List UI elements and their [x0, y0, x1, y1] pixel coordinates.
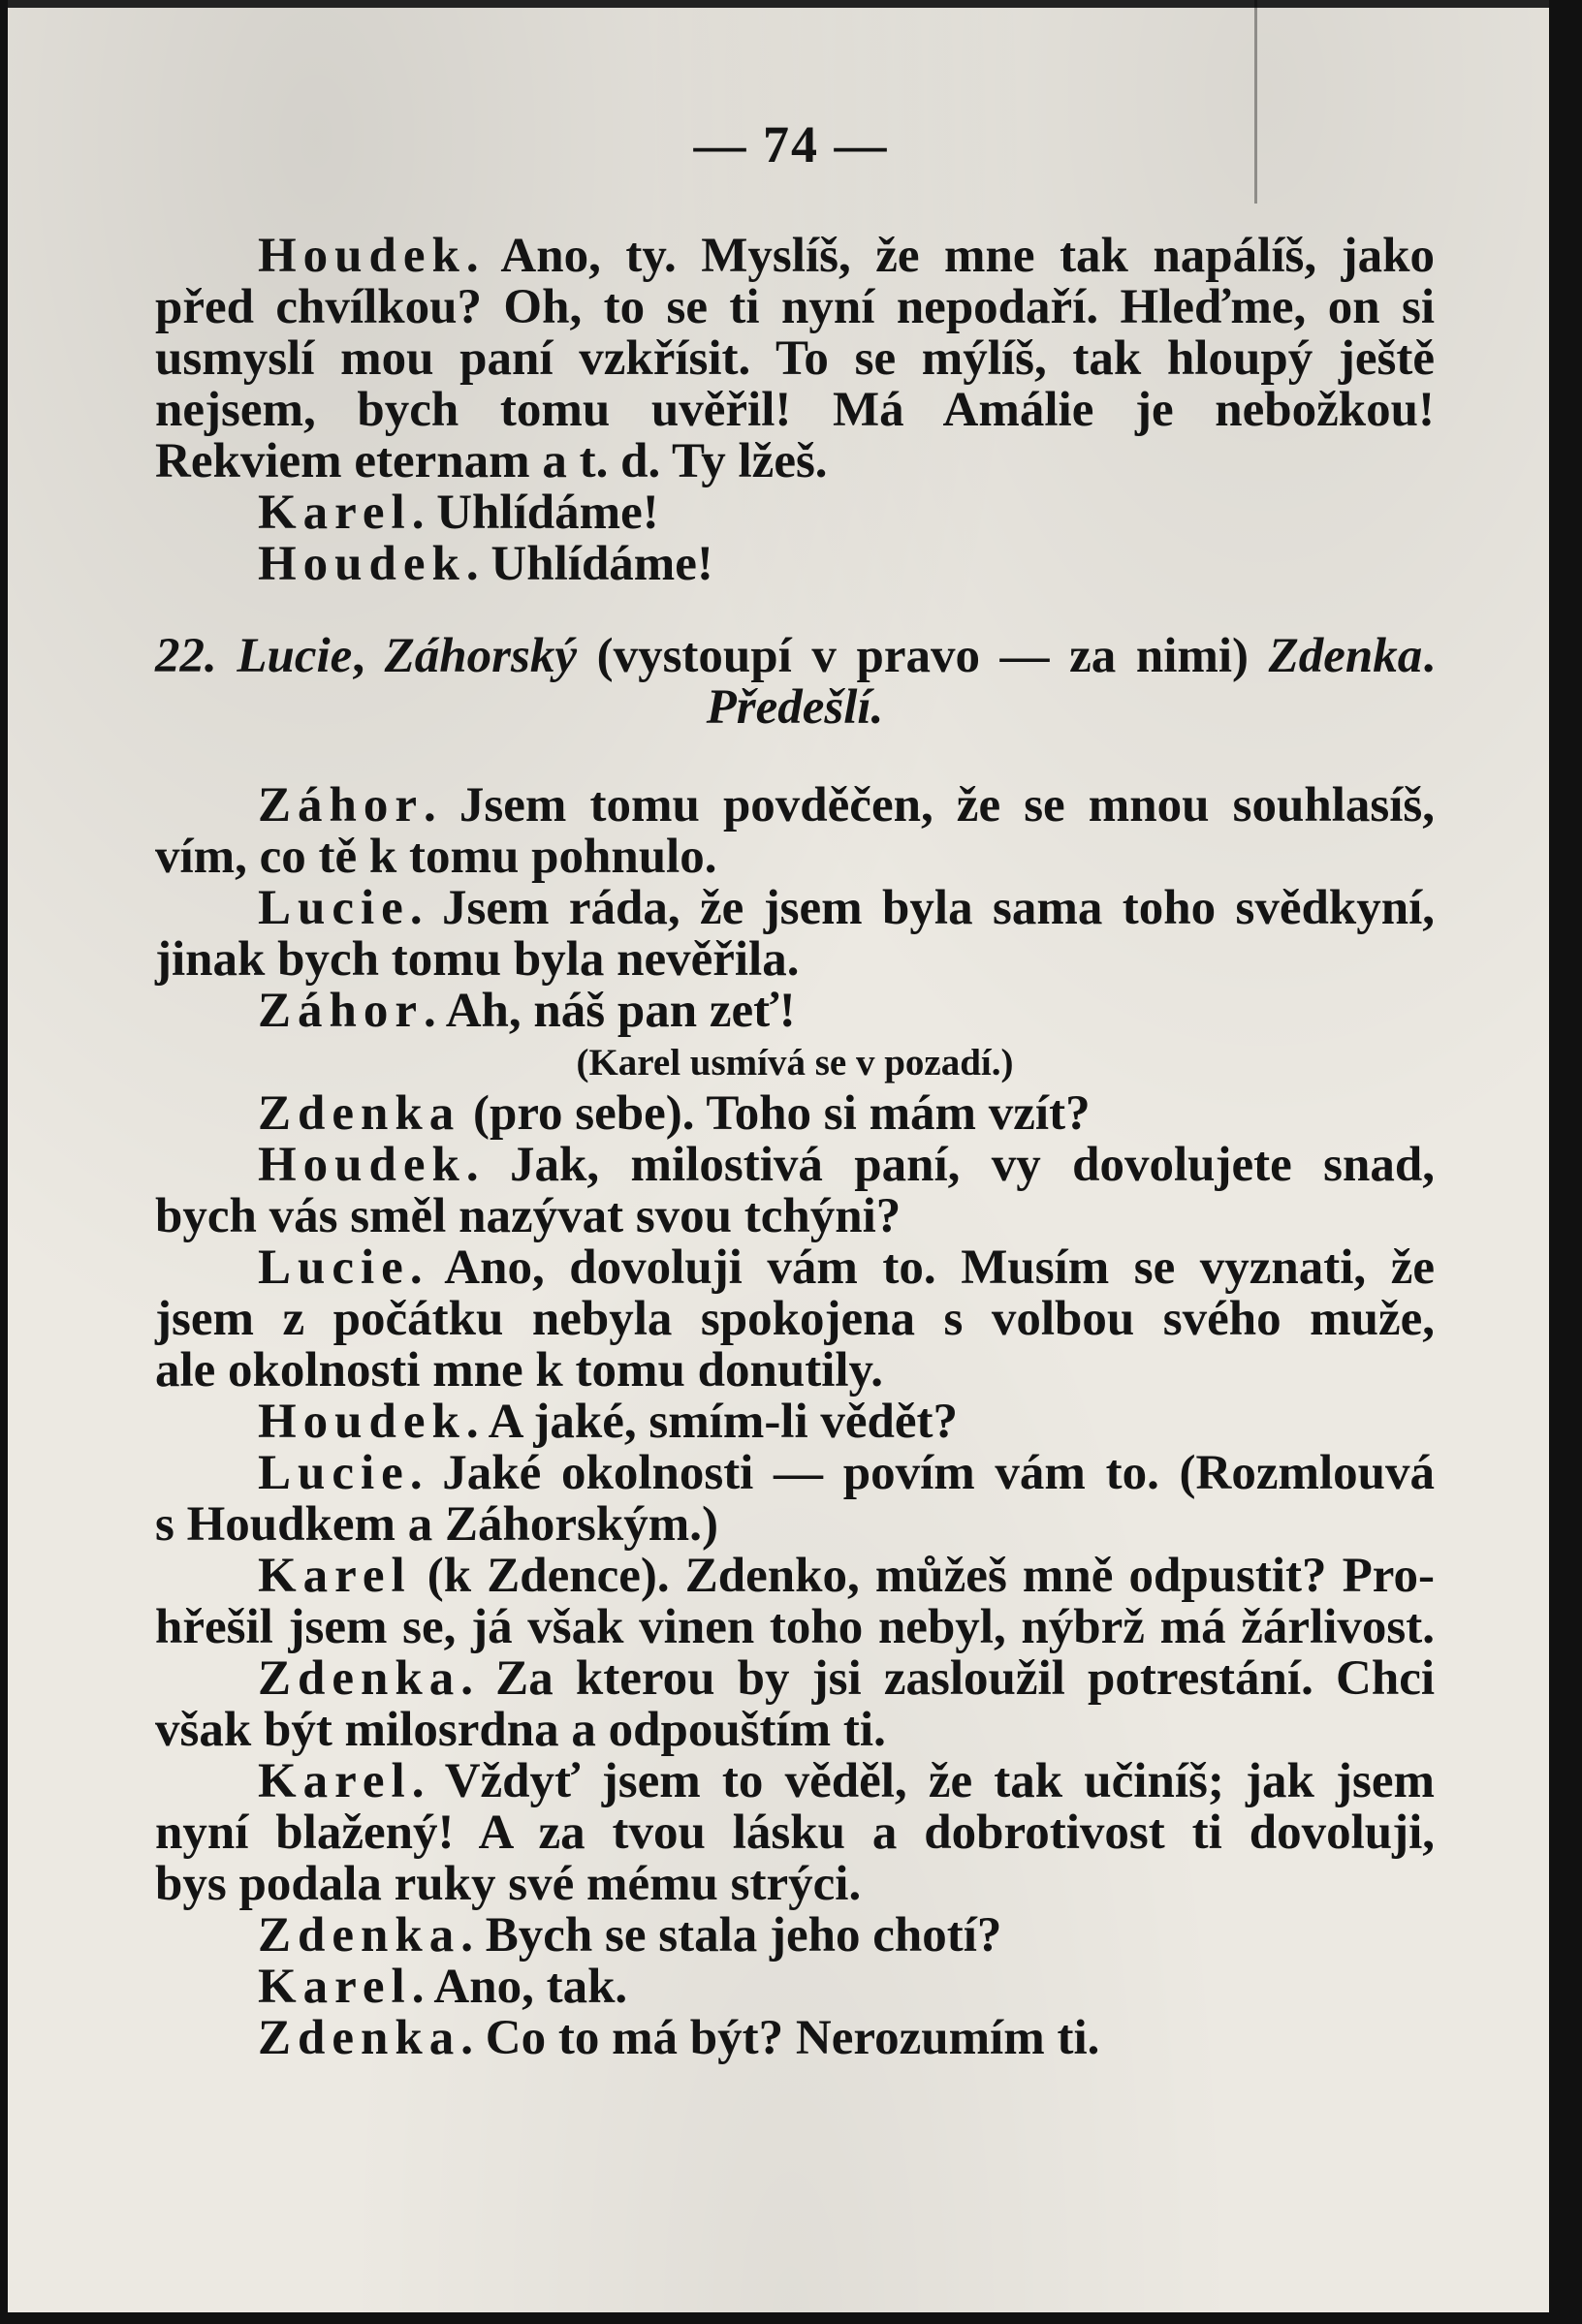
text-line: [155, 385, 1435, 436]
text-line: [155, 832, 1435, 883]
text-line: [155, 934, 1435, 986]
text-line: [155, 1756, 1435, 1807]
text-line: [155, 1653, 1435, 1705]
text-run: však být milosrdna a odpouštím ti.: [155, 1703, 886, 1757]
text-line: [155, 282, 1435, 333]
text-line: [155, 1859, 1435, 1910]
text-run: . Ano, tak.: [411, 1960, 628, 2014]
text-run: . Za kterou by jsi zasloužil potrestání. Chci: [460, 1651, 1435, 1706]
speaker-name: Houdek: [258, 1395, 466, 1449]
text-run: . Jak, milostivá paní, vy dovolujete snad,: [465, 1138, 1435, 1192]
text-run: . Ano, ty. Myslíš, že mne tak napálíš, jako: [465, 229, 1435, 283]
text-line: [155, 1140, 1435, 1191]
text-run: (k Zdence). Zdenko, můžeš mně odpustit? Pro-: [411, 1549, 1435, 1603]
scan-border-right: [1549, 0, 1582, 2324]
text-run: nejsem, bych tomu uvěřil! Má Amálie je nebožkou!: [155, 383, 1435, 437]
text-run: . Vždyť jsem to věděl, že tak učiníš; jak jsem: [411, 1754, 1435, 1808]
text-run: nyní blažený! A za tvou lásku a dobrotivost ti dovoluji,: [155, 1806, 1435, 1860]
text-line: [155, 1294, 1435, 1345]
scene-gap: [155, 590, 1435, 631]
text-line: [155, 333, 1435, 385]
text-line: [155, 1191, 1435, 1242]
speaker-name: Zdenka: [258, 1651, 461, 1706]
speaker-name: Houdek: [258, 1138, 466, 1192]
text-run: . Bych se stala jeho chotí?: [460, 1908, 1002, 1963]
text-run: bych vás směl nazývat svou tchýni?: [155, 1189, 902, 1243]
text-run: Předešlí.: [706, 680, 884, 735]
text-run: jsem z počátku nebyla spokojena s volbou svého muže,: [155, 1292, 1435, 1346]
text-line: [155, 436, 1435, 487]
text-run: (Karel usmívá se v pozadí.): [576, 1042, 1014, 1083]
speaker-name: Záhor: [258, 778, 425, 832]
speaker-name: Karel: [258, 1549, 412, 1603]
text-run: usmyslí mou paní vzkřísit. To se mýlíš, tak hloupý ještě: [155, 331, 1435, 386]
speaker-name: Houdek: [258, 537, 466, 591]
scene-gap: [155, 734, 1435, 780]
text-run: . Ano, dovoluji vám to. Musím se vyznati, že: [409, 1241, 1435, 1295]
text-line: [155, 1088, 1435, 1140]
scene-heading-continuation: [155, 682, 1435, 734]
text-run: (vystoupí v pravo — za nimi): [577, 629, 1269, 683]
text-run: .: [1422, 629, 1436, 683]
text-run: Lucie: [237, 629, 353, 683]
text-line: [155, 1807, 1435, 1859]
speaker-name: Karel: [258, 1960, 412, 2014]
speaker-name: Zdenka: [258, 1086, 461, 1141]
text-run: Rekviem eternam a t. d. Ty lžeš.: [155, 434, 828, 488]
text-run: . Jaké okolnosti — povím vám to. (Rozmlouvá: [409, 1446, 1435, 1500]
text-line: [155, 487, 1435, 539]
text-line: [155, 1910, 1435, 1962]
text-run: bys podala ruky své mému strýci.: [155, 1857, 862, 1911]
text-line: [155, 1242, 1435, 1294]
speaker-name: Karel: [258, 486, 412, 540]
text-line: [155, 986, 1435, 1037]
text-run: ale okolnosti mne k tomu donutily.: [155, 1343, 883, 1398]
scan-border-bottom: [0, 2312, 1582, 2324]
speaker-name: Záhor: [258, 984, 425, 1038]
scan-border-top: [0, 0, 1582, 8]
speaker-name: Houdek: [258, 229, 466, 283]
text-run: . Co to má být? Nerozumím ti.: [460, 2011, 1100, 2065]
page-number: — 74 —: [693, 115, 889, 173]
speaker-name: Karel: [258, 1754, 412, 1808]
scene-heading: [155, 631, 1435, 682]
text-run: . Uhlídáme!: [465, 537, 713, 591]
text-line: [155, 883, 1435, 934]
text-run: (pro sebe). Toho si mám vzít?: [460, 1086, 1091, 1141]
text-line: [155, 1448, 1435, 1499]
text-line: [155, 1397, 1435, 1448]
text-run: před chvílkou? Oh, to se ti nyní nepodaří. Hleďme, on si: [155, 280, 1435, 334]
text-run: . Ah, náš pan zeť!: [424, 984, 796, 1038]
page-text: [155, 231, 1435, 2064]
text-run: hřešil jsem se, já však vinen toho nebyl, nýbrž má žárlivost.: [155, 1600, 1435, 1654]
text-line: [155, 539, 1435, 590]
stage-direction: [155, 1037, 1435, 1088]
text-run: 22.: [155, 629, 237, 683]
text-line: [155, 1345, 1435, 1397]
speaker-name: Lucie: [258, 1241, 410, 1295]
text-line: [155, 780, 1435, 832]
speaker-name: Zdenka: [258, 2011, 461, 2065]
speaker-name: Lucie: [258, 881, 410, 935]
text-line: [155, 1962, 1435, 2013]
speaker-name: Zdenka: [258, 1908, 461, 1963]
text-line: [155, 231, 1435, 282]
text-run: . Jsem ráda, že jsem byla sama toho svědkyní,: [409, 881, 1435, 935]
text-run: . A jaké, smím-li vědět?: [465, 1395, 959, 1449]
text-run: ,: [352, 629, 385, 683]
text-run: . Jsem tomu povděčen, že se mnou souhlasíš,: [424, 778, 1435, 832]
speaker-name: Lucie: [258, 1446, 410, 1500]
text-run: . Uhlídáme!: [411, 486, 659, 540]
scan-border-left: [0, 0, 8, 2324]
text-line: [155, 1551, 1435, 1602]
text-run: Záhorský: [384, 629, 578, 683]
text-line: [155, 1602, 1435, 1653]
text-run: vím, co tě k tomu pohnulo.: [155, 830, 717, 884]
text-run: s Houdkem a Záhorským.): [155, 1497, 718, 1552]
text-line: [155, 2013, 1435, 2064]
text-run: jinak bych tomu byla nevěřila.: [155, 932, 800, 987]
text-line: [155, 1705, 1435, 1756]
text-run: Zdenka: [1268, 629, 1423, 683]
text-line: [155, 1499, 1435, 1551]
